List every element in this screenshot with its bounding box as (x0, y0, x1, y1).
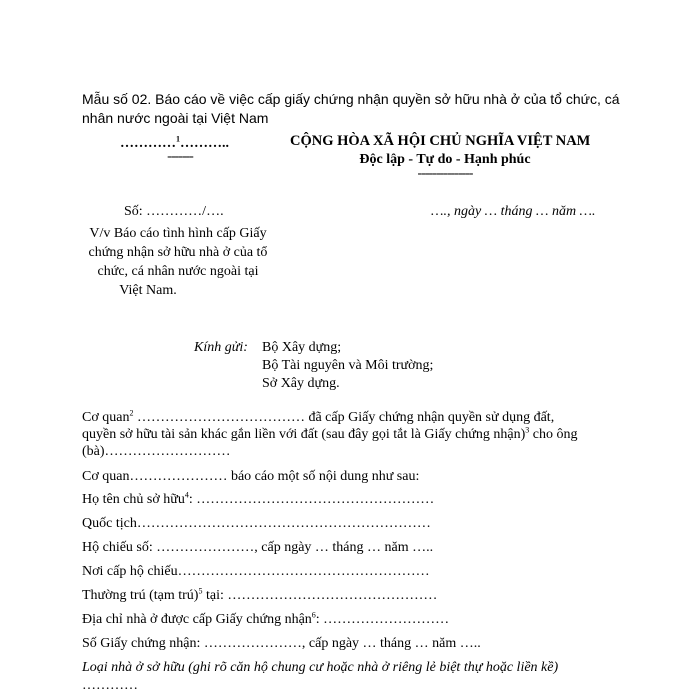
motto-underline: --------------- (417, 166, 473, 181)
document-number: Số: …………/…. (124, 204, 224, 219)
form-title-line1: Mẫu số 02. Báo cáo về việc cấp giấy chứng nhận quyền sở hữu nhà ở của tổ chức, cá (82, 91, 620, 107)
certificate-number-field: Số Giấy chứng nhận: …………………, cấp ngày … tháng … năm ….. (82, 636, 481, 651)
document-date: …., ngày … tháng … năm …. (431, 204, 596, 219)
subject-line1: V/v Báo cáo tình hình cấp Giấy (89, 226, 267, 241)
body-p2: Cơ quan………………… báo cáo một số nội dung như sau: (82, 469, 420, 484)
motto: Độc lập - Tự do - Hạnh phúc (359, 152, 531, 167)
body-p1-line1: Cơ quan$^2$ ……………………………… đã cấp Giấy chứng nhận quyền sử dụng đất, (82, 408, 555, 425)
agency-underline: ------- (167, 149, 193, 164)
house-type-field: Loại nhà ở sở hữu (ghi rõ căn hộ chung cư hoặc nhà ở riêng lẻ biệt thự hoặc liền kề) (82, 660, 559, 675)
subject-line4: Việt Nam. (119, 283, 177, 298)
recipient-ministry-environment: Bộ Tài nguyên và Môi trường; (262, 358, 434, 373)
form-title-line2: nhân nước ngoài tại Việt Nam (82, 110, 269, 126)
body-p1-line3: (bà)……………………… (82, 444, 231, 459)
subject-line3: chức, cá nhân nước ngoài tại (97, 264, 259, 279)
body-p1-line2: quyền sở hữu tài sản khác gắn liền với đất (sau đây gọi tắt là Giấy chứng nhận)$^3$ cho ông (82, 425, 578, 442)
passport-place-field: Nơi cấp hộ chiếu……………………………………………… (82, 564, 430, 579)
residence-field: Thường trú (tạm trú)$^5$ tại: ……………………………………… (82, 586, 438, 603)
house-type-dots: ………… (82, 678, 138, 693)
recipient-department-construction: Sở Xây dựng. (262, 376, 340, 391)
country-name: CỘNG HÒA XÃ HỘI CHỦ NGHĨA VIỆT NAM (290, 133, 591, 149)
house-address-field: Địa chỉ nhà ở được cấp Giấy chứng nhận$^6$: ……………………… (82, 610, 450, 627)
owner-name-field: Họ tên chủ sở hữu$^4$: …………………………………………… (82, 490, 435, 507)
nationality-field: Quốc tịch……………………………………………………… (82, 516, 431, 531)
subject-line2: chứng nhận sở hữu nhà ở của tổ (88, 245, 268, 260)
recipients-label: Kính gửi: (194, 340, 248, 355)
agency-name: …………$^1$……….. (120, 134, 229, 151)
recipient-ministry-construction: Bộ Xây dựng; (262, 340, 342, 355)
passport-field: Hộ chiếu số: …………………, cấp ngày … tháng … năm ….. (82, 540, 434, 555)
